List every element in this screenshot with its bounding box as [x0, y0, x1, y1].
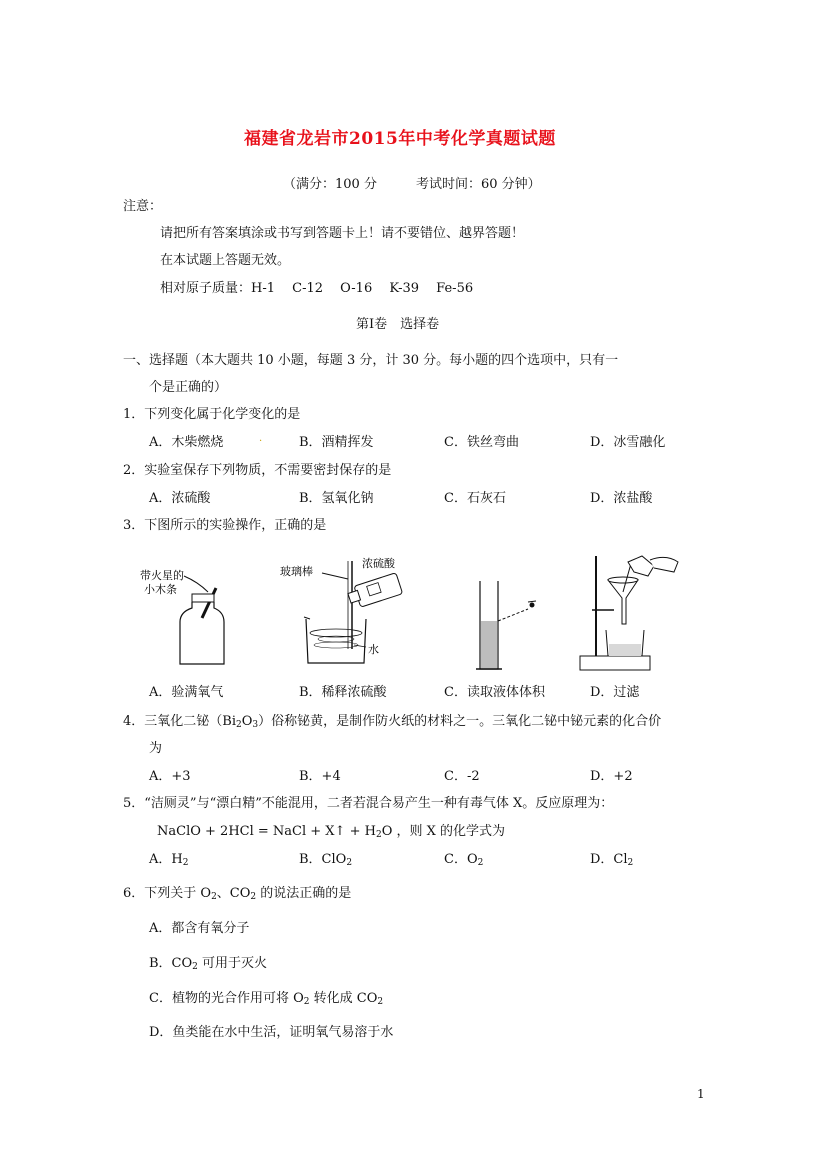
q3-option-d: D．过滤 [590, 685, 640, 700]
q4-option-c: C．-2 [444, 769, 480, 784]
note-item: 请把所有答案填涂或书写到答题卡上！请不要错位、越界答题！ [160, 226, 525, 241]
q3-option-c: C．读取液体体积 [444, 685, 545, 700]
water-label: 水 [368, 643, 379, 656]
page-number: 1 [697, 1087, 705, 1101]
note-item: 在本试题上答题无效。 [160, 253, 291, 268]
q5-option-a: A．$H_2$ [149, 852, 189, 868]
q4-option-a: A．+3 [149, 769, 191, 784]
question-5-stem: 5．“洁厕灵”与“漂白精”不能混用，二者若混合易产生一种有毒气体 X。反应原理为： [123, 796, 614, 811]
q4-option-b: B．+4 [299, 769, 341, 784]
q5-option-d: D．$Cl_2$ [590, 852, 634, 868]
q6-option-d: D．鱼类能在水中生活，证明氧气易溶于水 [149, 1025, 394, 1040]
rod-label: 玻璃棒 [280, 565, 313, 578]
q5-equation: NaClO + 2HCl = NaCl + X↑ + $H_2O$ ，则 X 的化学式为 [157, 824, 505, 840]
note-item: 相对原子质量：H-1 C-12 O-16 K-39 Fe-56 [160, 281, 474, 296]
section-heading: 一、选择题（本大题共 10 小题，每题 3 分，计 30 分。每小题的四个选项中，只有一 [123, 353, 619, 368]
question-6-stem: 6．下列关于 $O_2$、$CO_2$ 的说法正确的是 [123, 886, 352, 902]
page-title: 福建省龙岩市2015年中考化学真题试题 [244, 129, 556, 149]
figure-filtration [578, 552, 688, 674]
figure-read-volume [470, 575, 550, 675]
splint-label-line2: 小木条 [144, 583, 177, 596]
question-4-stem-cont: 为 [149, 741, 163, 756]
q2-option-c: C．石灰石 [444, 491, 506, 506]
q1-option-a: A．木柴燃烧 [149, 435, 224, 450]
stray-mark: . [259, 433, 263, 444]
q2-option-a: A．浓硫酸 [149, 491, 211, 506]
acid-label: 浓硫酸 [362, 557, 395, 570]
q2-option-d: D．浓盐酸 [590, 491, 653, 506]
score-info: （满分：100 分 考试时间：60 分钟） [283, 177, 541, 192]
figure-oxygen-test [138, 560, 248, 672]
figure-dilute-acid [278, 553, 408, 673]
q5-option-b: B．ClO$_2$ [299, 852, 353, 868]
q3-option-a: A．验满氧气 [149, 685, 224, 700]
question-1-stem: 1．下列变化属于化学变化的是 [123, 407, 301, 422]
q2-option-b: B．氢氧化钠 [299, 491, 374, 506]
q4-option-d: D．+2 [590, 769, 633, 784]
section-heading-cont: 个是正确的） [149, 380, 228, 395]
q1-option-b: B．酒精挥发 [299, 435, 374, 450]
question-3-stem: 3．下图所示的实验操作，正确的是 [123, 518, 327, 533]
question-4-stem: 4．三氧化二铋$(Bi_2O_3)$俗称铋黄，是制作防火纸的材料之一。三氧化二铋中铋元素的化合价 [123, 714, 662, 730]
q5-option-c: C．$O_2$ [444, 852, 484, 868]
q6-option-c: C．植物的光合作用可将 $O_2$ 转化成 $CO_2$ [149, 991, 384, 1007]
splint-label-line1: 带火星的 [140, 569, 184, 582]
q1-option-c: C．铁丝弯曲 [444, 435, 519, 450]
question-2-stem: 2．实验室保存下列物质，不需要密封保存的是 [123, 463, 392, 478]
volume-title: 第Ⅰ卷 选择卷 [356, 317, 440, 332]
q6-option-a: A．都含有氧分子 [149, 921, 250, 936]
notes-heading: 注意： [123, 199, 163, 214]
q6-option-b: B．$CO_2$ 可用于灭火 [149, 956, 268, 972]
q3-option-b: B．稀释浓硫酸 [299, 685, 387, 700]
q1-option-d: D．冰雪融化 [590, 435, 666, 450]
